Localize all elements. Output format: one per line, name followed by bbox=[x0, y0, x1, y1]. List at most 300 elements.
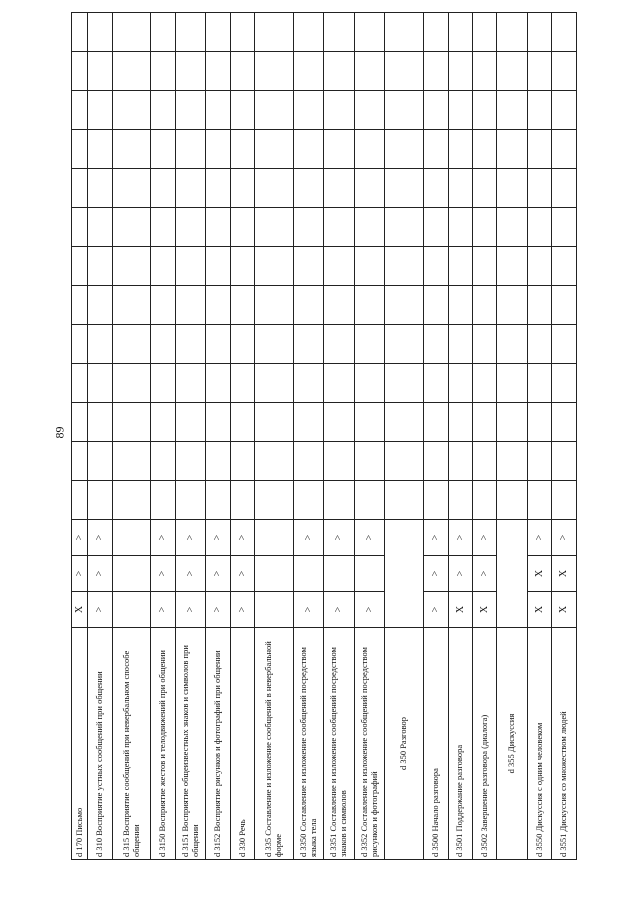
empty-cell bbox=[527, 364, 551, 403]
mark-cell: > bbox=[72, 556, 88, 592]
empty-cell bbox=[88, 364, 112, 403]
empty-cell bbox=[151, 403, 175, 442]
empty-cell bbox=[324, 364, 355, 403]
mark-cell: > bbox=[230, 556, 254, 592]
table-row bbox=[448, 13, 472, 860]
empty-cell bbox=[151, 325, 175, 364]
empty-cell bbox=[473, 169, 497, 208]
mark-cell: > bbox=[293, 592, 324, 628]
empty-cell bbox=[385, 325, 424, 364]
empty-cell bbox=[175, 52, 206, 91]
empty-cell bbox=[206, 403, 230, 442]
empty-cell bbox=[448, 13, 472, 52]
mark-cell: X bbox=[552, 556, 577, 592]
mark-cell: > bbox=[175, 520, 206, 556]
mark-cell: > bbox=[151, 520, 175, 556]
empty-cell bbox=[293, 52, 324, 91]
empty-cell bbox=[497, 325, 528, 364]
empty-cell bbox=[324, 286, 355, 325]
empty-cell bbox=[497, 364, 528, 403]
empty-cell bbox=[230, 13, 254, 52]
mark-cell: > bbox=[88, 556, 112, 592]
empty-cell bbox=[527, 442, 551, 481]
empty-cell bbox=[385, 481, 424, 520]
empty-cell bbox=[293, 325, 324, 364]
mark-cell bbox=[255, 556, 294, 592]
empty-cell bbox=[473, 247, 497, 286]
empty-cell bbox=[354, 13, 385, 52]
empty-cell bbox=[552, 403, 577, 442]
empty-cell bbox=[497, 403, 528, 442]
table-row bbox=[385, 13, 424, 860]
empty-cell bbox=[552, 91, 577, 130]
empty-cell bbox=[88, 403, 112, 442]
empty-cell bbox=[448, 91, 472, 130]
empty-cell bbox=[206, 247, 230, 286]
empty-cell bbox=[293, 442, 324, 481]
empty-cell bbox=[88, 169, 112, 208]
empty-cell bbox=[527, 286, 551, 325]
empty-cell bbox=[354, 169, 385, 208]
empty-cell bbox=[206, 481, 230, 520]
empty-cell bbox=[175, 325, 206, 364]
empty-cell bbox=[424, 403, 448, 442]
empty-cell bbox=[175, 247, 206, 286]
empty-cell bbox=[385, 403, 424, 442]
empty-cell bbox=[424, 247, 448, 286]
empty-cell bbox=[354, 208, 385, 247]
empty-cell bbox=[424, 52, 448, 91]
empty-cell bbox=[473, 325, 497, 364]
empty-cell bbox=[385, 169, 424, 208]
empty-cell bbox=[72, 247, 88, 286]
empty-cell bbox=[552, 247, 577, 286]
empty-cell bbox=[497, 208, 528, 247]
mark-cell bbox=[354, 556, 385, 592]
empty-cell bbox=[175, 91, 206, 130]
empty-cell bbox=[497, 481, 528, 520]
mark-cell: > bbox=[206, 556, 230, 592]
empty-cell bbox=[552, 208, 577, 247]
empty-cell bbox=[206, 52, 230, 91]
empty-cell bbox=[72, 364, 88, 403]
row-label: d 3351 Составление и изложение сообщений посредством знаков и символов bbox=[324, 628, 355, 860]
empty-cell bbox=[255, 286, 294, 325]
empty-cell bbox=[72, 286, 88, 325]
empty-cell bbox=[112, 208, 151, 247]
mark-cell bbox=[112, 520, 151, 556]
empty-cell bbox=[354, 91, 385, 130]
table-row bbox=[230, 13, 254, 860]
empty-cell bbox=[324, 442, 355, 481]
table-row bbox=[324, 13, 355, 860]
empty-cell bbox=[175, 286, 206, 325]
empty-cell bbox=[206, 325, 230, 364]
empty-cell bbox=[448, 325, 472, 364]
empty-cell bbox=[88, 286, 112, 325]
mark-cell: > bbox=[151, 556, 175, 592]
mark-cell: > bbox=[72, 520, 88, 556]
empty-cell bbox=[151, 364, 175, 403]
mark-cell: > bbox=[324, 520, 355, 556]
table-row bbox=[151, 13, 175, 860]
empty-cell bbox=[255, 442, 294, 481]
mark-cell: > bbox=[230, 520, 254, 556]
empty-cell bbox=[293, 364, 324, 403]
empty-cell bbox=[324, 52, 355, 91]
empty-cell bbox=[293, 247, 324, 286]
mark-cell: X bbox=[527, 556, 551, 592]
empty-cell bbox=[72, 481, 88, 520]
empty-cell bbox=[527, 91, 551, 130]
empty-cell bbox=[151, 208, 175, 247]
row-label: d 3500 Начало разговора bbox=[424, 628, 448, 860]
empty-cell bbox=[88, 208, 112, 247]
empty-cell bbox=[324, 91, 355, 130]
empty-cell bbox=[385, 247, 424, 286]
empty-cell bbox=[175, 130, 206, 169]
empty-cell bbox=[448, 52, 472, 91]
empty-cell bbox=[112, 13, 151, 52]
empty-cell bbox=[112, 169, 151, 208]
empty-cell bbox=[112, 286, 151, 325]
row-label: d 3550 Дискуссия с одним человеком bbox=[527, 628, 551, 860]
row-label: d 3551 Дискуссия со множеством людей bbox=[552, 628, 577, 860]
empty-cell bbox=[354, 286, 385, 325]
empty-cell bbox=[112, 325, 151, 364]
table-row bbox=[72, 13, 88, 860]
empty-cell bbox=[448, 286, 472, 325]
empty-cell bbox=[72, 130, 88, 169]
empty-cell bbox=[497, 442, 528, 481]
empty-cell bbox=[527, 169, 551, 208]
empty-cell bbox=[255, 247, 294, 286]
mark-cell bbox=[324, 556, 355, 592]
empty-cell bbox=[527, 208, 551, 247]
empty-cell bbox=[552, 130, 577, 169]
empty-cell bbox=[206, 169, 230, 208]
empty-cell bbox=[175, 208, 206, 247]
empty-cell bbox=[473, 364, 497, 403]
row-label: d 3502 Завершение разговора (диалога) bbox=[473, 628, 497, 860]
empty-cell bbox=[324, 208, 355, 247]
table-row bbox=[255, 13, 294, 860]
empty-cell bbox=[448, 208, 472, 247]
empty-cell bbox=[448, 442, 472, 481]
empty-cell bbox=[497, 286, 528, 325]
mark-cell: > bbox=[354, 592, 385, 628]
row-label: d 315 Восприятие сообщений при невербальном способе общении bbox=[112, 628, 151, 860]
merged-blank-cell bbox=[385, 520, 424, 628]
empty-cell bbox=[473, 208, 497, 247]
empty-cell bbox=[230, 364, 254, 403]
empty-cell bbox=[88, 247, 112, 286]
row-label: d 355 Дискуссия bbox=[497, 628, 528, 860]
empty-cell bbox=[230, 169, 254, 208]
empty-cell bbox=[473, 286, 497, 325]
empty-cell bbox=[385, 13, 424, 52]
empty-cell bbox=[151, 91, 175, 130]
empty-cell bbox=[230, 91, 254, 130]
table-row bbox=[175, 13, 206, 860]
empty-cell bbox=[230, 208, 254, 247]
empty-cell bbox=[72, 442, 88, 481]
empty-cell bbox=[72, 52, 88, 91]
empty-cell bbox=[293, 286, 324, 325]
empty-cell bbox=[255, 481, 294, 520]
page-number: 89 bbox=[52, 426, 67, 439]
empty-cell bbox=[151, 52, 175, 91]
empty-cell bbox=[151, 169, 175, 208]
empty-cell bbox=[424, 286, 448, 325]
empty-cell bbox=[552, 364, 577, 403]
table-row bbox=[293, 13, 324, 860]
empty-cell bbox=[88, 325, 112, 364]
empty-cell bbox=[255, 91, 294, 130]
empty-cell bbox=[206, 286, 230, 325]
empty-cell bbox=[112, 52, 151, 91]
empty-cell bbox=[88, 442, 112, 481]
row-label: d 3352 Составление и изложение сообщений посредством рисунков и фотографий bbox=[354, 628, 385, 860]
empty-cell bbox=[112, 364, 151, 403]
mark-cell: > bbox=[424, 592, 448, 628]
empty-cell bbox=[175, 403, 206, 442]
empty-cell bbox=[552, 286, 577, 325]
empty-cell bbox=[230, 247, 254, 286]
mark-cell: > bbox=[88, 520, 112, 556]
empty-cell bbox=[230, 325, 254, 364]
empty-cell bbox=[424, 364, 448, 403]
empty-cell bbox=[448, 169, 472, 208]
mark-cell: > bbox=[527, 520, 551, 556]
empty-cell bbox=[112, 247, 151, 286]
empty-cell bbox=[448, 364, 472, 403]
empty-cell bbox=[424, 91, 448, 130]
empty-cell bbox=[206, 364, 230, 403]
empty-cell bbox=[324, 247, 355, 286]
empty-cell bbox=[448, 403, 472, 442]
empty-cell bbox=[112, 481, 151, 520]
empty-cell bbox=[354, 481, 385, 520]
empty-cell bbox=[175, 364, 206, 403]
empty-cell bbox=[424, 208, 448, 247]
table-row bbox=[424, 13, 448, 860]
empty-cell bbox=[473, 91, 497, 130]
mark-cell: X bbox=[552, 592, 577, 628]
empty-cell bbox=[72, 91, 88, 130]
empty-cell bbox=[230, 286, 254, 325]
empty-cell bbox=[255, 13, 294, 52]
empty-cell bbox=[151, 13, 175, 52]
mark-cell: > bbox=[206, 592, 230, 628]
mark-cell: X bbox=[473, 592, 497, 628]
mark-cell bbox=[293, 556, 324, 592]
row-label: d 170 Письмо bbox=[72, 628, 88, 860]
table-row bbox=[206, 13, 230, 860]
mark-cell: > bbox=[175, 556, 206, 592]
empty-cell bbox=[293, 91, 324, 130]
empty-cell bbox=[497, 169, 528, 208]
empty-cell bbox=[255, 325, 294, 364]
empty-cell bbox=[293, 208, 324, 247]
empty-cell bbox=[497, 13, 528, 52]
empty-cell bbox=[424, 130, 448, 169]
empty-cell bbox=[354, 130, 385, 169]
empty-cell bbox=[552, 481, 577, 520]
empty-cell bbox=[88, 91, 112, 130]
empty-cell bbox=[324, 325, 355, 364]
empty-cell bbox=[473, 130, 497, 169]
merged-blank-cell bbox=[497, 520, 528, 628]
empty-cell bbox=[293, 403, 324, 442]
table-row bbox=[527, 13, 551, 860]
empty-cell bbox=[230, 52, 254, 91]
empty-cell bbox=[527, 325, 551, 364]
mark-cell: > bbox=[230, 592, 254, 628]
row-label: d 3350 Составление и изложение сообщений посредством языка тела bbox=[293, 628, 324, 860]
empty-cell bbox=[72, 403, 88, 442]
mark-cell: > bbox=[473, 556, 497, 592]
empty-cell bbox=[497, 91, 528, 130]
empty-cell bbox=[88, 130, 112, 169]
row-label: d 3152 Восприятие рисунков и фотографий при общении bbox=[206, 628, 230, 860]
empty-cell bbox=[293, 169, 324, 208]
empty-cell bbox=[175, 169, 206, 208]
empty-cell bbox=[424, 325, 448, 364]
empty-cell bbox=[112, 130, 151, 169]
mark-cell: > bbox=[473, 520, 497, 556]
rotated-table-container bbox=[71, 50, 577, 860]
empty-cell bbox=[448, 130, 472, 169]
empty-cell bbox=[293, 130, 324, 169]
empty-cell bbox=[230, 442, 254, 481]
empty-cell bbox=[175, 442, 206, 481]
empty-cell bbox=[552, 442, 577, 481]
mark-cell: > bbox=[448, 556, 472, 592]
empty-cell bbox=[324, 481, 355, 520]
row-label: d 335 Составление и изложение сообщений в невербальной форме bbox=[255, 628, 294, 860]
row-label: d 310 Восприятие устных сообщений при общении bbox=[88, 628, 112, 860]
empty-cell bbox=[324, 130, 355, 169]
mark-cell: X bbox=[448, 592, 472, 628]
mark-cell: > bbox=[354, 520, 385, 556]
mark-cell: > bbox=[424, 556, 448, 592]
table-row bbox=[497, 13, 528, 860]
table-row bbox=[88, 13, 112, 860]
empty-cell bbox=[151, 286, 175, 325]
mark-cell: > bbox=[88, 592, 112, 628]
mark-cell: > bbox=[175, 592, 206, 628]
empty-cell bbox=[497, 130, 528, 169]
table-row bbox=[354, 13, 385, 860]
empty-cell bbox=[255, 52, 294, 91]
empty-cell bbox=[151, 130, 175, 169]
empty-cell bbox=[72, 208, 88, 247]
empty-cell bbox=[151, 481, 175, 520]
empty-cell bbox=[424, 481, 448, 520]
mark-cell bbox=[255, 520, 294, 556]
empty-cell bbox=[473, 442, 497, 481]
empty-cell bbox=[206, 13, 230, 52]
empty-cell bbox=[112, 442, 151, 481]
empty-cell bbox=[255, 130, 294, 169]
empty-cell bbox=[527, 52, 551, 91]
empty-cell bbox=[527, 130, 551, 169]
empty-cell bbox=[324, 13, 355, 52]
empty-cell bbox=[72, 325, 88, 364]
mark-cell: > bbox=[293, 520, 324, 556]
empty-cell bbox=[151, 247, 175, 286]
row-label: d 3150 Восприятие жестов и телодвижений при общении bbox=[151, 628, 175, 860]
empty-cell bbox=[354, 52, 385, 91]
table-body bbox=[72, 13, 577, 860]
empty-cell bbox=[424, 169, 448, 208]
empty-cell bbox=[552, 169, 577, 208]
empty-cell bbox=[112, 91, 151, 130]
empty-cell bbox=[527, 247, 551, 286]
mark-cell: > bbox=[552, 520, 577, 556]
empty-cell bbox=[354, 403, 385, 442]
empty-cell bbox=[497, 247, 528, 286]
empty-cell bbox=[527, 481, 551, 520]
empty-cell bbox=[354, 442, 385, 481]
mark-cell: > bbox=[448, 520, 472, 556]
table-row bbox=[112, 13, 151, 860]
empty-cell bbox=[255, 403, 294, 442]
empty-cell bbox=[255, 208, 294, 247]
empty-cell bbox=[324, 403, 355, 442]
table-row bbox=[552, 13, 577, 860]
empty-cell bbox=[230, 481, 254, 520]
row-label: d 3501 Поддержание разговора bbox=[448, 628, 472, 860]
empty-cell bbox=[552, 13, 577, 52]
empty-cell bbox=[230, 403, 254, 442]
row-label: d 350 Разговор bbox=[385, 628, 424, 860]
empty-cell bbox=[175, 13, 206, 52]
empty-cell bbox=[88, 52, 112, 91]
empty-cell bbox=[552, 325, 577, 364]
empty-cell bbox=[385, 130, 424, 169]
mark-cell: X bbox=[72, 592, 88, 628]
empty-cell bbox=[72, 169, 88, 208]
assessment-table bbox=[71, 12, 577, 860]
empty-cell bbox=[324, 169, 355, 208]
mark-cell bbox=[112, 592, 151, 628]
empty-cell bbox=[448, 247, 472, 286]
mark-cell: X bbox=[527, 592, 551, 628]
empty-cell bbox=[552, 52, 577, 91]
empty-cell bbox=[354, 247, 385, 286]
empty-cell bbox=[175, 481, 206, 520]
empty-cell bbox=[354, 364, 385, 403]
empty-cell bbox=[385, 52, 424, 91]
empty-cell bbox=[206, 91, 230, 130]
empty-cell bbox=[206, 208, 230, 247]
empty-cell bbox=[424, 13, 448, 52]
empty-cell bbox=[497, 52, 528, 91]
empty-cell bbox=[385, 364, 424, 403]
empty-cell bbox=[354, 325, 385, 364]
empty-cell bbox=[206, 130, 230, 169]
empty-cell bbox=[385, 208, 424, 247]
row-label: d 3151 Восприятие общеизвестных знаков и символов при общении bbox=[175, 628, 206, 860]
mark-cell: > bbox=[206, 520, 230, 556]
empty-cell bbox=[112, 403, 151, 442]
empty-cell bbox=[151, 442, 175, 481]
empty-cell bbox=[448, 481, 472, 520]
empty-cell bbox=[527, 13, 551, 52]
empty-cell bbox=[88, 13, 112, 52]
